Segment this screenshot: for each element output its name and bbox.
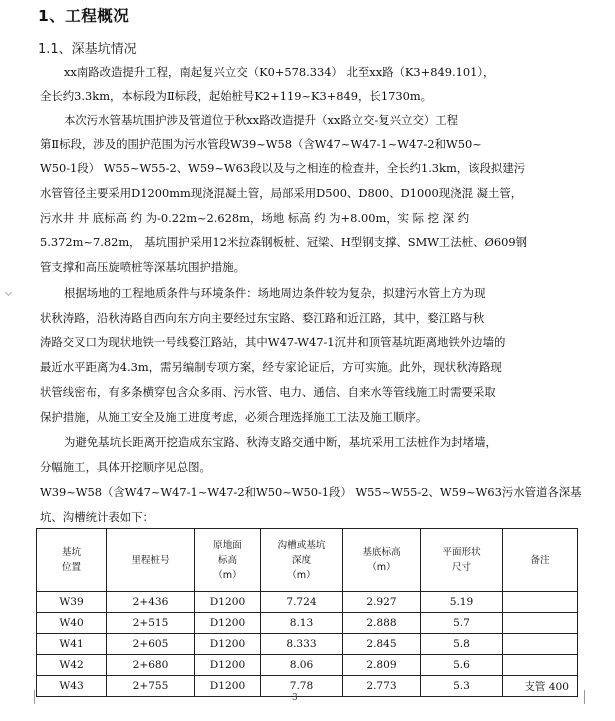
body-line: 分幅施工，具体开挖顺序见总图。 [40,460,211,474]
table-cell: 2+605 [107,634,195,655]
table-cell: 2.888 [343,613,421,634]
table-cell: 2+436 [107,592,195,613]
table-cell: 8.333 [261,634,343,655]
table-cell: 2.809 [343,655,421,676]
table-row [37,592,578,613]
page-number: 3 [292,693,298,703]
subsection-heading: 1.1、深基坑情况 [38,42,137,57]
table-header-cell: 基坑 位置 [37,529,107,592]
table-cell: 5.3 [421,676,503,697]
table-cell: 5.19 [421,592,503,613]
table-cell: 8.06 [261,655,343,676]
body-line: 状秋涛路，沿秋涛路自西向东方向主要经过东宝路、婺江路和近江路，其中，婺江路与秋 [40,311,485,325]
body-line: 第Ⅱ标段，涉及的围护范围为污水管段W39~W58（含W47~W47-1~W47-2和W50~ [40,137,482,151]
table-header-cell: 沟槽或基坑 深度 （m） [261,529,343,592]
table-cell: D1200 [195,676,261,697]
page-corner-mark [20,690,35,704]
body-line: 管支撑和高压旋喷桩等深基坑围护措施。 [40,260,246,274]
body-line: 水管管径主要采用D1200mm现浇混凝土管，局部采用D500、D800、D1000现浇混 凝土管， [40,186,523,200]
table-cell: W40 [37,613,107,634]
table-header-cell: 原地面 标高 （m） [195,529,261,592]
table-cell: 5.8 [421,634,503,655]
table-cell: 2+680 [107,655,195,676]
table-cell: 2.773 [343,676,421,697]
table-row [37,655,578,676]
page-corner-mark [584,690,599,704]
table-cell: 5.7 [421,613,503,634]
section-heading: 1、工程概况 [38,7,130,25]
table-cell: 8.13 [261,613,343,634]
table-cell: W41 [37,634,107,655]
table-header-cell: 基底标高 （m） [343,529,421,592]
body-line: W50-1段） W55~W55-2、W59~W63段以及与之相连的检查井，全长约1.3km，该段拟建污 [40,161,526,175]
pit-statistics-table [36,528,578,697]
table-cell: 2+755 [107,676,195,697]
body-line: 最近水平距离为4.3m，需另编制专项方案，经专家论证后，方可实施。此外，现状秋涛路现 [40,360,502,374]
table-cell: D1200 [195,655,261,676]
table-cell: D1200 [195,592,261,613]
table-cell: 2.845 [343,634,421,655]
body-line: xx南路改造提升工程，南起复兴立交（K0+578.334） 北至xx路（K3+849.101）， [64,65,495,79]
margin-marker [5,289,12,296]
table-header-cell: 备注 [503,529,578,592]
table-cell [503,613,578,634]
table-cell: 7.724 [261,592,343,613]
body-line: 全长约3.3km，本标段为Ⅱ标段，起始桩号K2+119~K3+849，长1730m。 [40,89,433,103]
body-line: 5.372m~7.82m， 基坑围护采用12米拉森钢板桩、冠梁、H型钢支撑、SMW工法桩、Ø609钢 [40,235,527,249]
table-header-row [37,529,578,592]
table-cell [503,655,578,676]
table-header-cell: 平面形状 尺寸 [421,529,503,592]
table-row [37,634,578,655]
table-cell: D1200 [195,634,261,655]
table-cell: W43 [37,676,107,697]
table-cell: 支管 400 [503,676,578,697]
table-cell: 5.6 [421,655,503,676]
table-cell: 2.927 [343,592,421,613]
body-line: 保护措施，从施工安全及施工进度考虑，必须合理选择施工工法及施工顺序。 [40,410,428,424]
table-cell: W42 [37,655,107,676]
table-cell: 7.78 [261,676,343,697]
body-line: 本次污水管基坑围护涉及管道位于秋xx路改造提升（xx路立交-复兴立交）工程 [64,113,459,127]
body-line: 状管线密布，有多条横穿包含众多雨、污水管、电力、通信、自来水等管线施工时需要采取 [40,385,496,399]
table-row [37,676,578,697]
table-cell: D1200 [195,613,261,634]
table-cell: W39 [37,592,107,613]
table-cell [503,634,578,655]
body-line: 为避免基坑长距离开挖造成东宝路、秋涛支路交通中断，基坑采用工法桩作为封堵墙， [64,435,497,449]
body-line: 涛路交叉口为现状地铁一号线婺江路站，其中W47-W47-1沉井和顶管基坑距离地铁外边墙的 [40,335,506,349]
body-line: W39~W58（含W47~W47-1~W47-2和W50~W50-1段） W55~W55-2、W59~W63污水管道各深基 [40,485,582,499]
body-line: 污水井 井 底标高 约 为-0.22m~2.628m，场地 标高 约 为+8.00m，实 际 挖 深 约 [40,211,470,225]
table-header-cell: 里程桩号 [107,529,195,592]
table-row [37,613,578,634]
body-line: 坑、沟槽统计表如下： [40,510,154,524]
table-cell: 2+515 [107,613,195,634]
table-cell [503,592,578,613]
body-line: 根据场地的工程地质条件与环境条件：场地周边条件较为复杂，拟建污水管上方为现 [64,286,486,300]
